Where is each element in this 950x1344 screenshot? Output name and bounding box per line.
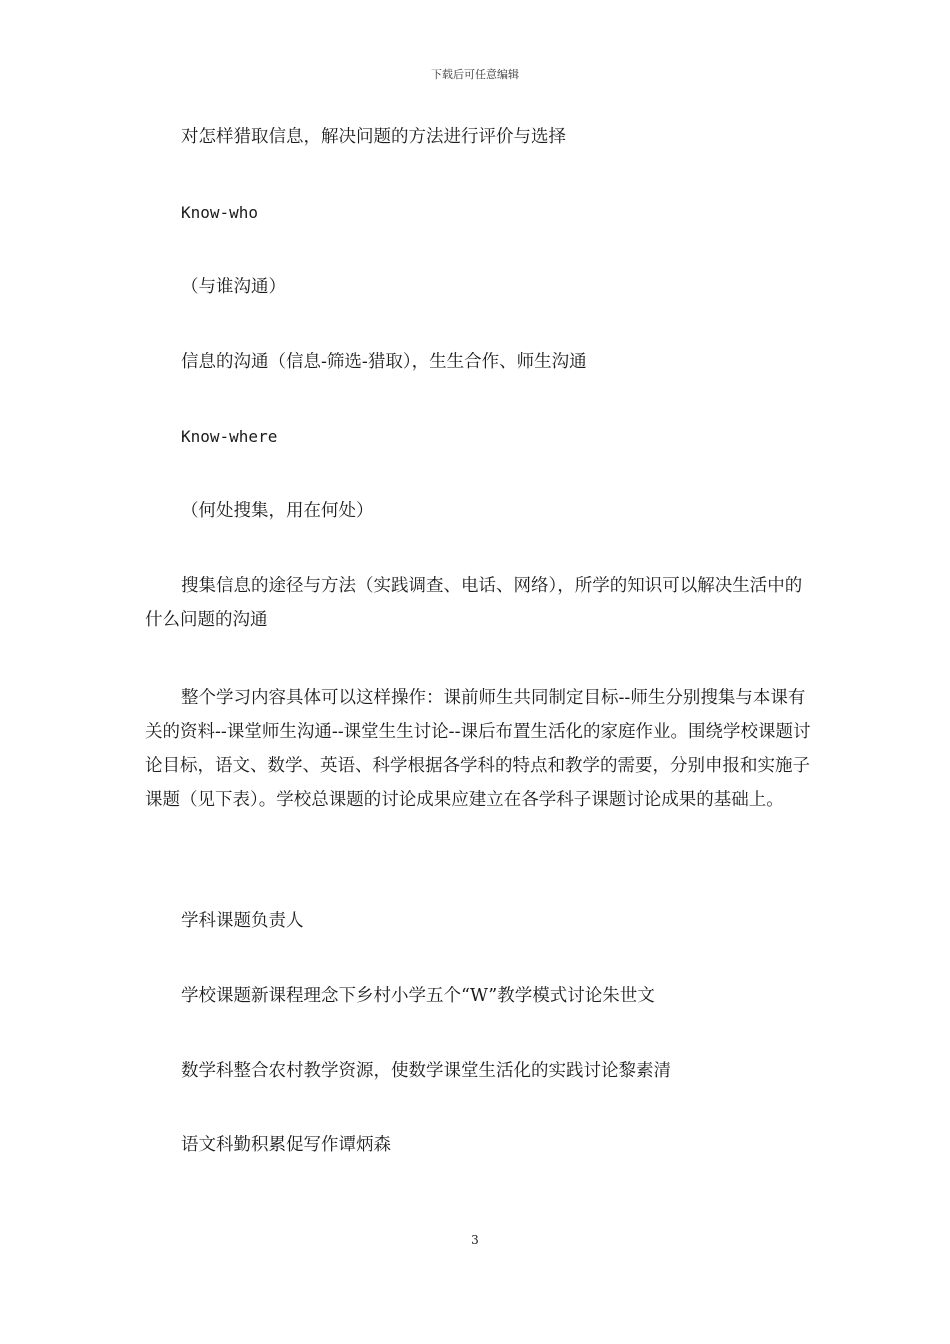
paragraph-evaluation: 对怎样猎取信息，解决问题的方法进行评价与选择 (181, 127, 566, 147)
paragraph-operation-steps: 整个学习内容具体可以这样操作：课前师生共同制定目标--师生分别搜集与本课有关的资料--课堂师生沟通--课堂生生讨论--课后布置生活化的家庭作业。围绕学校课题讨论目标，语文、数学、英语、科学根据各学科的特点和教学的需要，分别申报和实施子课题（见下表）。学校总课题的讨论成果应建立在各学科子课题讨论成果的基础上。 (145, 688, 811, 810)
paragraph-subject-header: 学科课题负责人 (181, 911, 304, 931)
paragraph-chinese-topic: 语文科勤积累促写作谭炳森 (181, 1135, 391, 1155)
paragraph-know-where-note: （何处搜集，用在何处） (181, 501, 374, 521)
paragraph-know-where: Know-where (181, 427, 278, 446)
page-header: 下载后可任意编辑 (431, 68, 519, 81)
paragraph-collection-methods: 搜集信息的途径与方法（实践调查、电话、网络），所学的知识可以解决生活中的什么问题的沟通 (145, 576, 803, 630)
page-number: 3 (471, 1233, 479, 1247)
paragraph-communication: 信息的沟通（信息-筛选-猎取），生生合作、师生沟通 (181, 352, 587, 372)
paragraph-know-who-note: （与谁沟通） (181, 277, 286, 297)
paragraph-know-who: Know-who (181, 203, 259, 222)
paragraph-school-topic: 学校课题新课程理念下乡村小学五个“W”教学模式讨论朱世文 (181, 986, 655, 1006)
paragraph-math-topic: 数学科整合农村教学资源，使数学课堂生活化的实践讨论黎素清 (181, 1061, 671, 1081)
